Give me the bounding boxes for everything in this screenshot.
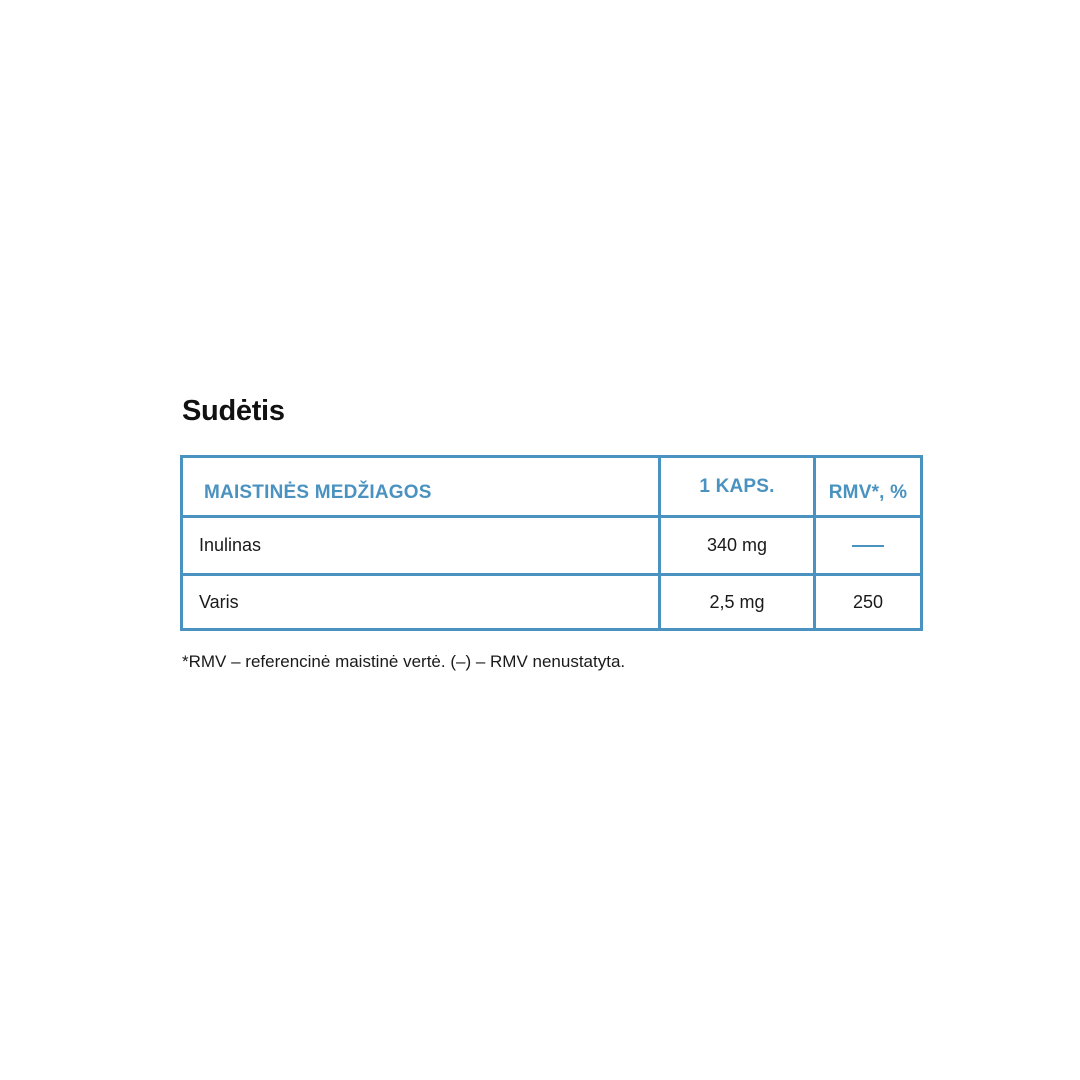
header-rmv: RMV*, % (828, 481, 908, 503)
nutrient-amount: 2,5 mg (709, 591, 765, 612)
header-per-capsule: 1 KAPS. (699, 476, 775, 497)
not-set-dash (852, 545, 884, 547)
nutrient-name: Inulinas (199, 535, 262, 555)
nutrient-name: Varis (199, 591, 239, 612)
table-header-row (183, 458, 920, 515)
header-nutrients: MAISTINĖS MEDŽIAGOS (204, 481, 432, 503)
footnote: *RMV – referencinė maistinė vertė. (–) – RMV nenustatyta. (182, 652, 626, 671)
nutrition-table (180, 455, 923, 631)
nutrient-amount: 340 mg (706, 535, 768, 555)
table-row (183, 573, 920, 628)
section-title: Sudėtis (182, 395, 285, 427)
nutrient-rmv: 250 (852, 591, 884, 612)
nutrient-rmv (816, 518, 920, 573)
table-row (183, 515, 920, 573)
